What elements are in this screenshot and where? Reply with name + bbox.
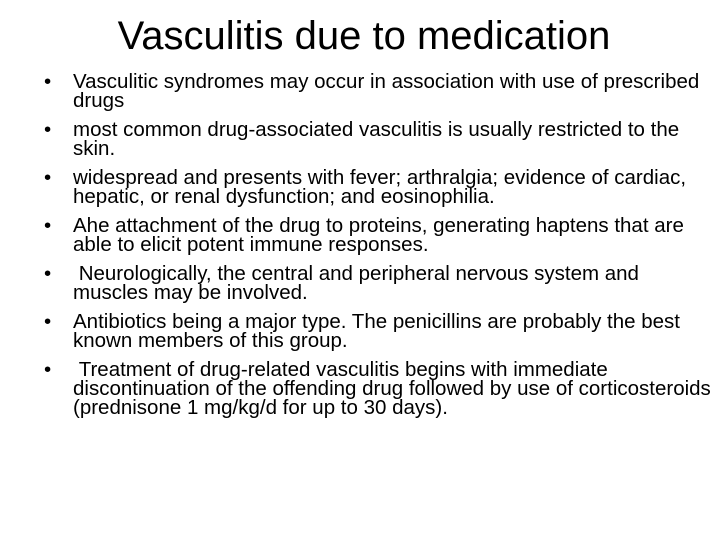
list-item bbox=[44, 72, 714, 110]
bullet-text: most common drug-associated vasculitis is usually restricted to the skin. bbox=[73, 118, 685, 160]
slide-title: Vasculitis due to medication bbox=[117, 14, 611, 58]
bullet-icon: • bbox=[44, 262, 52, 285]
bullet-icon: • bbox=[44, 166, 52, 189]
bullet-icon: • bbox=[44, 214, 52, 237]
bullet-icon: • bbox=[44, 310, 52, 333]
bullet-icon: • bbox=[44, 118, 52, 141]
bullet-text: Ahe attachment of the drug to proteins, generating haptens that are able to elicit potent immune responses. bbox=[73, 214, 690, 256]
bullet-text: Antibiotics being a major type. The penicillins are probably the best known members of this group. bbox=[73, 310, 686, 352]
list-item bbox=[44, 358, 717, 419]
bullet-text: Treatment of drug-related vasculitis begins with immediate discontinuation of the offending drug followed by use of corticosteroids (prednisone 1 mg/kg/d for up to 30 days). bbox=[73, 358, 717, 419]
bullet-text: Neurologically, the central and peripheral nervous system and muscles may be involved. bbox=[73, 262, 645, 304]
bullet-list bbox=[44, 70, 717, 427]
list-item bbox=[44, 312, 714, 350]
bullet-text: Vasculitic syndromes may occur in association with use of prescribed drugs bbox=[73, 70, 705, 112]
bullet-text: widespread and presents with fever; arthralgia; evidence of cardiac, hepatic, or renal dysfunction; and eosinophilia. bbox=[73, 166, 692, 208]
list-item bbox=[44, 168, 714, 206]
list-item bbox=[44, 264, 714, 302]
bullet-icon: • bbox=[44, 70, 52, 93]
list-item bbox=[44, 216, 714, 254]
bullet-icon: • bbox=[44, 358, 52, 381]
list-item bbox=[44, 120, 714, 158]
